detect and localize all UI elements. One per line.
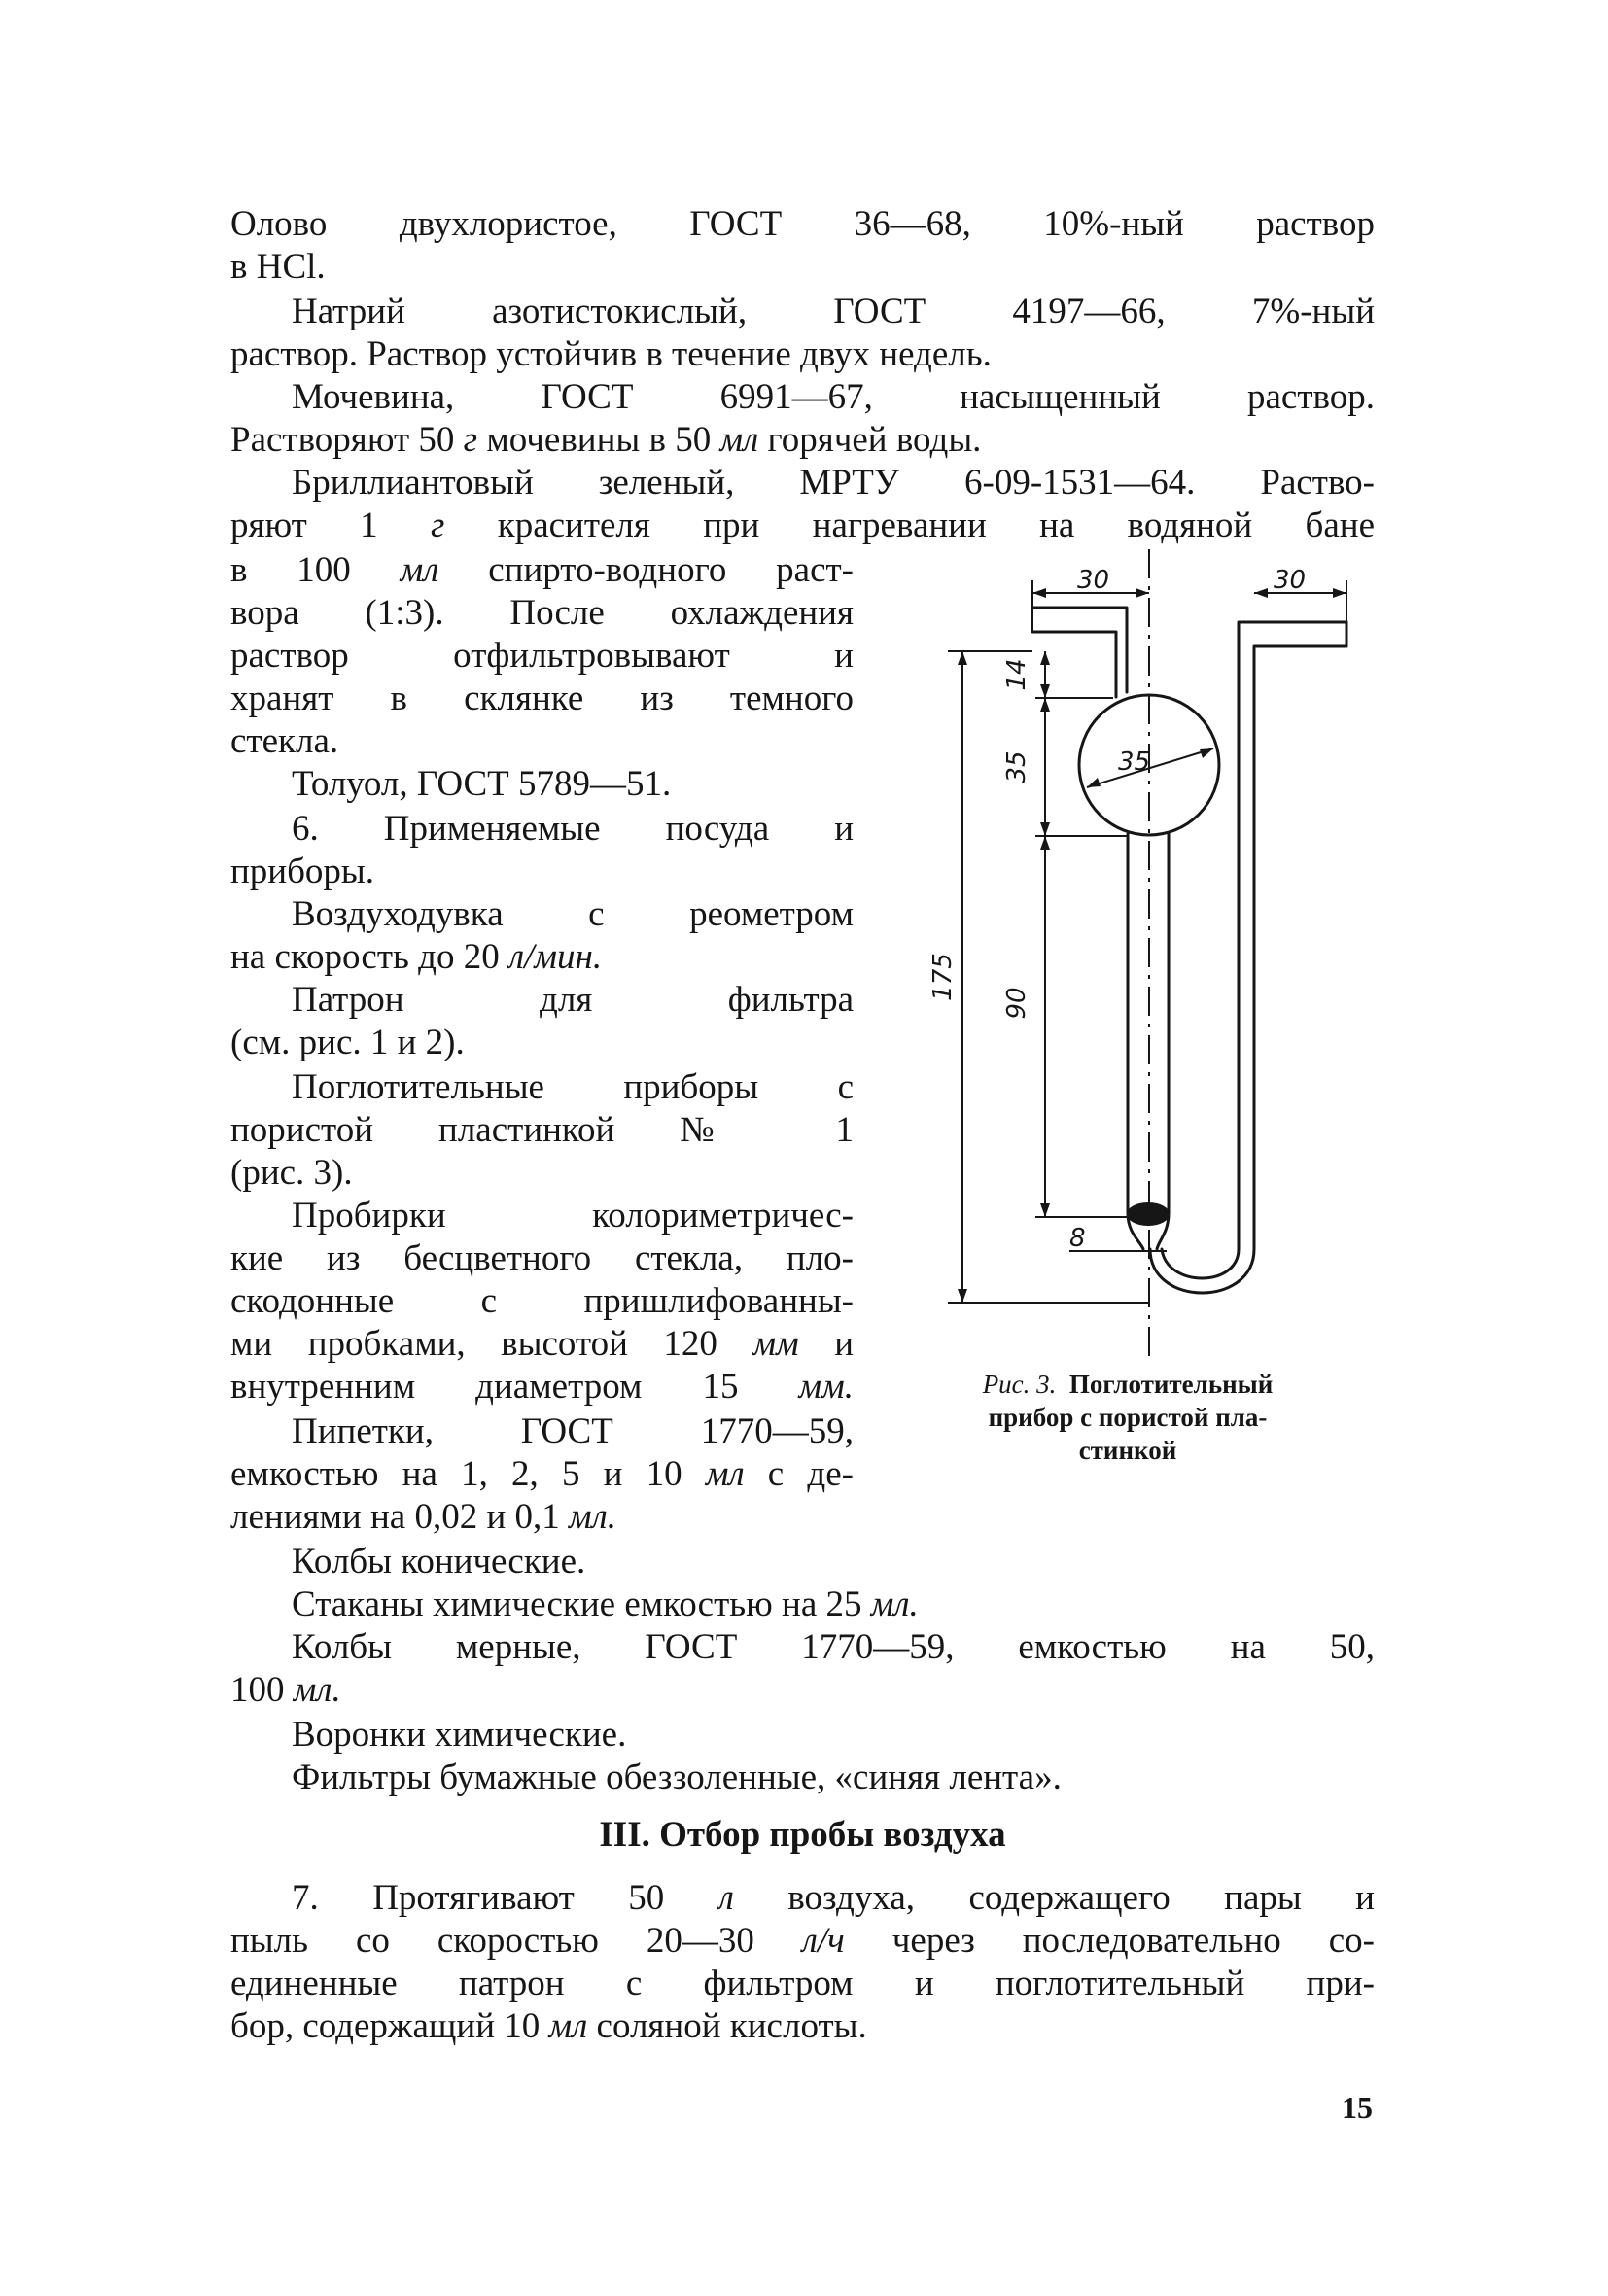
dim-total: 175	[928, 953, 958, 1001]
text-segment: 7. Протягивают 50	[292, 1878, 718, 1918]
text-segment: единенные патрон с фильтром и поглотительный при-	[230, 1964, 1375, 2003]
text-segment: раствор отфильтровывают и	[230, 636, 854, 676]
text-segment: бор, содержащий 10	[230, 2006, 549, 2046]
text-segment: 100	[230, 1670, 294, 1710]
unit-text: г	[430, 505, 445, 545]
dim-bulb-height: 35	[1002, 750, 1031, 783]
text-segment: пористой пластинкой № 1	[230, 1110, 854, 1150]
unit-text: мл	[548, 2006, 588, 2046]
text-segment: (см. рис. 1 и 2).	[230, 1023, 465, 1062]
text-segment: приборы.	[230, 852, 375, 891]
unit-text: г	[463, 420, 478, 460]
unit-text: мл	[400, 550, 439, 590]
left-inlet-tube	[1032, 608, 1127, 697]
text-segment: в 100	[230, 550, 401, 590]
text-segment: и	[798, 1324, 855, 1364]
text-segment: Мочевина, ГОСТ 6991—67, насыщенный раствор.	[292, 377, 1375, 417]
text-segment: Пипетки, ГОСТ 1770—59,	[292, 1411, 854, 1451]
unit-text: мл	[719, 420, 759, 460]
text-segment: III. Отбор пробы воздуха	[599, 1815, 1006, 1855]
text-segment: Бриллиантовый зеленый, МРТУ 6-09-1531—64. Раство-	[292, 463, 1375, 503]
text-segment: на скорость до 20	[230, 937, 508, 977]
text-segment: с де-	[744, 1454, 854, 1494]
unit-text: мл.	[569, 1497, 616, 1537]
figure-caption	[904, 1368, 1351, 1467]
text-segment: воздуха, содержащего пары и	[733, 1878, 1375, 1918]
text-segment: Пробирки колориметричес-	[292, 1196, 854, 1235]
dim-bulb-diameter: 35	[1118, 748, 1151, 777]
text-segment: емкостью на 1, 2, 5 и 10	[230, 1454, 706, 1494]
text-segment: Воронки химические.	[292, 1715, 627, 1755]
text-segment: (рис. 3).	[230, 1153, 353, 1193]
text-segment: вора (1:3). После охлаждения	[230, 593, 854, 633]
text-segment: Патрон для фильтра	[292, 980, 854, 1020]
text-segment: в HCl.	[230, 247, 326, 287]
text-segment: хранят в склянке из темного	[230, 678, 854, 718]
text-segment: через последовательно со-	[844, 1921, 1375, 1961]
text-segment: кие из бесцветного стекла, пло-	[230, 1238, 854, 1278]
text-segment: Толуол, ГОСТ 5789—51.	[292, 764, 672, 804]
unit-text: л	[717, 1878, 734, 1918]
text-segment: Стаканы химические емкостью на 25	[292, 1584, 871, 1624]
text-segment: пыль со скоростью 20—30	[230, 1921, 802, 1961]
text-segment: мочевины в 50	[477, 420, 720, 460]
text-segment: стекла.	[230, 721, 339, 761]
unit-text: л/мин.	[507, 937, 603, 977]
text-segment: соляной кислоты.	[587, 2006, 867, 2046]
text-segment: внутренним диаметром 15	[230, 1367, 799, 1407]
unit-text: мл.	[293, 1670, 341, 1710]
text-segment: скодонные с пришлифованны-	[230, 1281, 854, 1321]
unit-text: мл.	[870, 1584, 919, 1624]
dim-top-right: 30	[1274, 566, 1307, 595]
text-segment: Колбы конические.	[292, 1542, 586, 1582]
caption-line-1: Поглотительный	[1068, 1370, 1274, 1399]
text-segment: раствор. Раствор устойчив в течение двух недель.	[230, 334, 992, 374]
text-segment: лениями на 0,02 и 0,1	[230, 1497, 569, 1537]
unit-text: мл	[705, 1454, 745, 1494]
page-number: 15	[1342, 2090, 1373, 2125]
unit-text: мм	[752, 1324, 799, 1364]
text-segment: спирто-водного раст-	[438, 550, 854, 590]
text-segment: Колбы мерные, ГОСТ 1770—59, емкостью на 50,	[292, 1627, 1375, 1667]
caption-prefix: Рис. 3.	[982, 1370, 1057, 1399]
dim-bottom: 8	[1069, 1224, 1086, 1253]
text-segment: ми пробками, высотой 120	[230, 1324, 753, 1364]
unit-text: мм.	[798, 1367, 854, 1407]
unit-text: л/ч	[801, 1921, 845, 1961]
dim-top-left: 30	[1077, 566, 1110, 595]
dim-neck: 14	[1002, 658, 1031, 691]
text-segment: Поглотительные приборы с	[292, 1067, 854, 1107]
text-segment: Натрий азотистокислый, ГОСТ 4197—66, 7%-ный	[292, 292, 1375, 331]
text-segment: Олово двухлористое, ГОСТ 36—68, 10%-ный раствор	[230, 204, 1375, 244]
text-segment: 6. Применяемые посуда и	[292, 809, 854, 849]
text-segment: Фильтры бумажные обеззоленные, «синяя лента».	[292, 1757, 1062, 1797]
text-segment: горячей воды.	[758, 420, 982, 460]
caption-line-3: стинкой	[1078, 1436, 1177, 1465]
text-segment: красителя при нагревании на водяной бане	[444, 505, 1375, 545]
text-segment: ряют 1	[230, 505, 431, 545]
caption-line-2: прибор с пористой пла-	[988, 1403, 1268, 1432]
u-bend-tube	[1150, 622, 1346, 1293]
dim-stem: 90	[1002, 987, 1031, 1020]
text-segment: Растворяют 50	[230, 420, 464, 460]
text-segment: Воздуходувка с реометром	[292, 894, 854, 934]
